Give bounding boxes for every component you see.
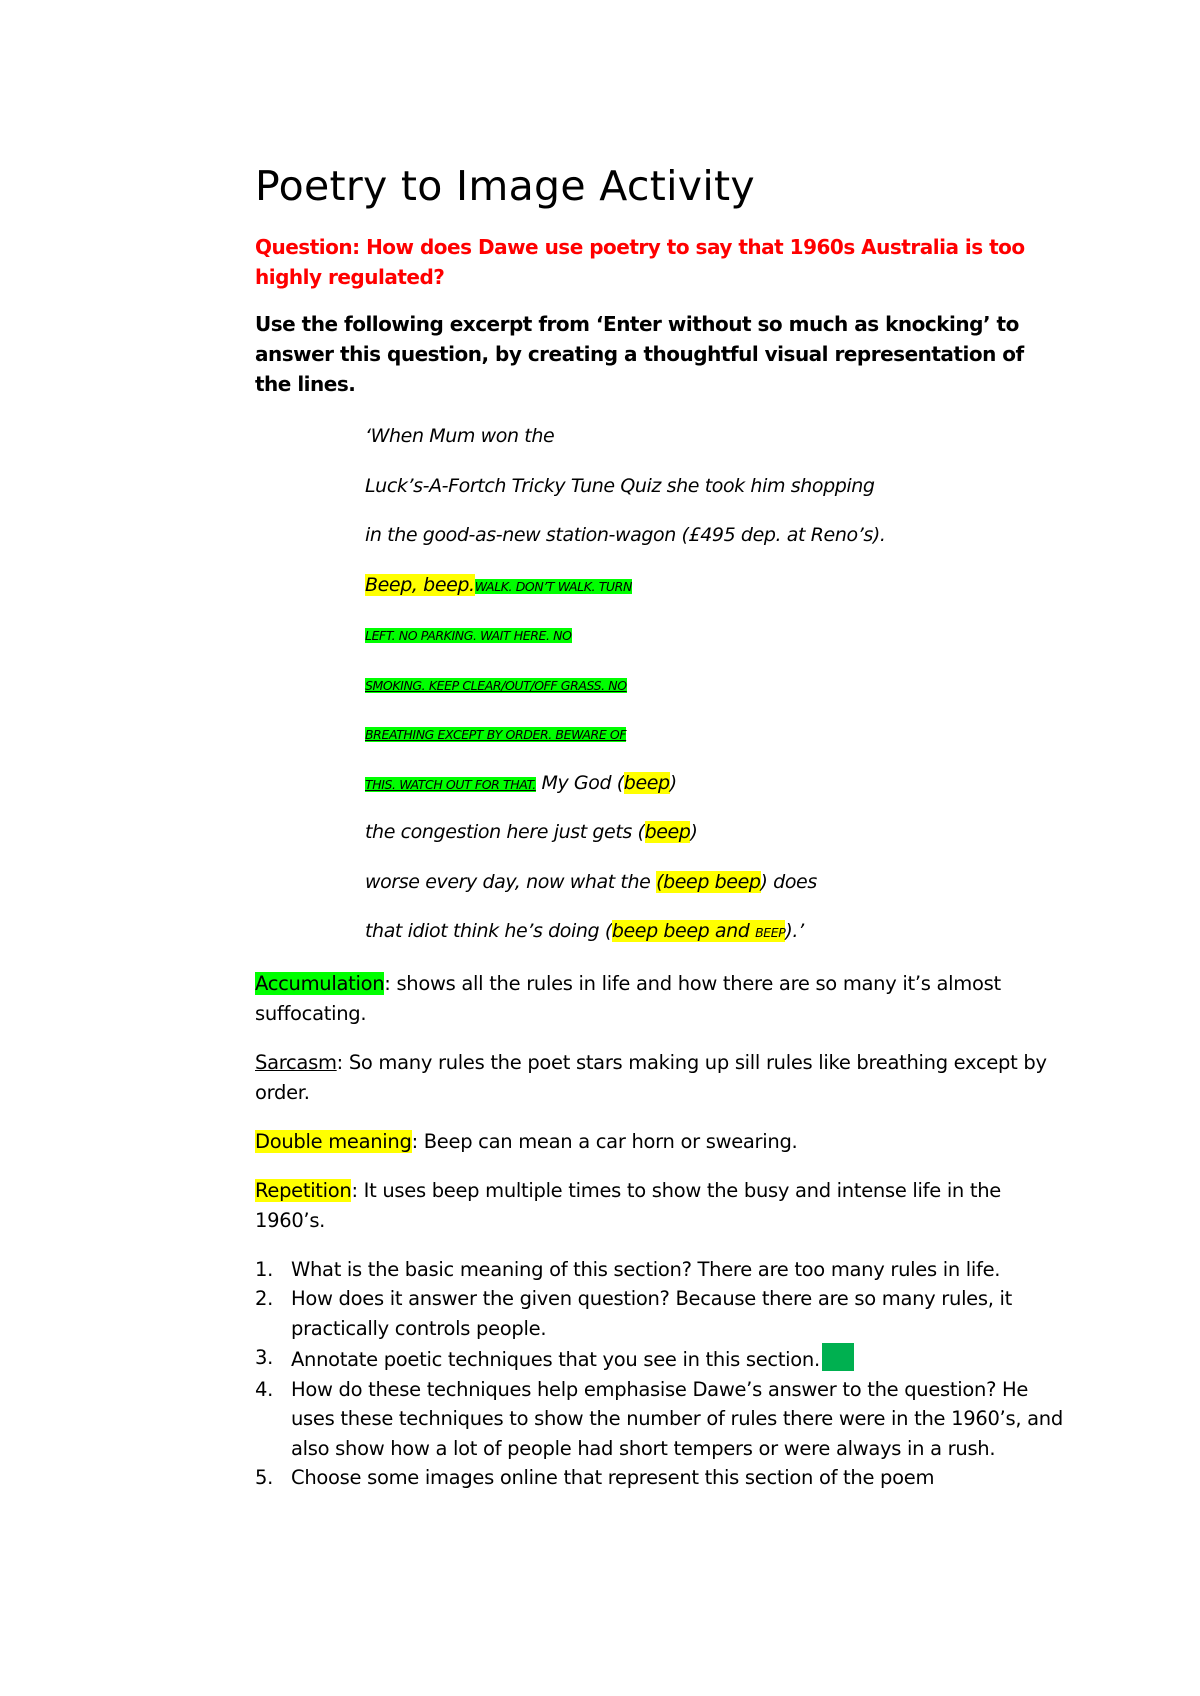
green-highlight-marker <box>822 1343 854 1371</box>
note-accumulation <box>255 969 1065 1029</box>
list-item <box>255 1255 1065 1285</box>
technique-term: Double meaning <box>255 1129 412 1153</box>
highlight-rules: BREATHING EXCEPT BY ORDER. BEWARE OF <box>365 727 627 742</box>
poem-line <box>365 462 1065 512</box>
technique-explanation: : So many rules the poet stars making up sill rules like breathing except by order. <box>255 1050 1047 1104</box>
document-content <box>255 160 1065 1493</box>
poem-line <box>365 660 1065 710</box>
note-sarcasm <box>255 1048 1065 1108</box>
highlight-beep: Beep, beep. <box>365 573 475 596</box>
list-item-text: What is the basic meaning of this section? There are too many rules in life. <box>291 1257 1001 1281</box>
poem-line <box>365 561 1065 611</box>
list-item <box>255 1375 1065 1464</box>
poem-line-text: ‘When Mum won the <box>365 425 555 447</box>
list-item <box>255 1343 1065 1375</box>
poem-line <box>365 610 1065 660</box>
poem-line-text: My God ( <box>535 771 624 794</box>
poem-line <box>365 907 1065 957</box>
list-number: 2. <box>255 1287 274 1310</box>
page-title: Poetry to Image Activity <box>255 162 755 210</box>
poem-line <box>365 511 1065 561</box>
list-item-text: How does it answer the given question? Because there are so many rules, it practically controls people. <box>291 1287 1013 1340</box>
note-repetition <box>255 1176 1065 1236</box>
poem-line <box>365 808 1065 858</box>
list-item <box>255 1284 1065 1343</box>
technique-explanation: : shows all the rules in life and how there are so many it’s almost suffocating. <box>255 971 1001 1025</box>
poem-line <box>365 412 1065 462</box>
question-list <box>255 1255 1065 1493</box>
list-item-text: Choose some images online that represent this section of the poem <box>291 1466 935 1489</box>
list-item-text: How do these techniques help emphasise Dawe’s answer to the question? He uses these techniques to show the number of rules there were in the 1960’s, and also show how a lot of people had short tempers or were always in a rush. <box>291 1377 1063 1460</box>
list-item <box>255 1463 1065 1493</box>
poem-excerpt <box>365 412 1065 957</box>
technique-term: Accumulation <box>255 971 385 995</box>
poem-line-text: Luck’s-A-Fortch Tricky Tune Quiz she took him shopping <box>365 474 875 497</box>
list-item-text: Annotate poetic techniques that you see in this section. <box>291 1348 820 1371</box>
list-number: 3. <box>255 1346 274 1369</box>
poem-line-text: that idiot think he’s doing ( <box>365 920 612 942</box>
highlight-beep: (beep beep <box>656 870 761 893</box>
highlight-beep <box>612 920 786 942</box>
highlight-rules: LEFT. NO PARKING. WAIT HERE. NO <box>365 628 572 643</box>
poem-line-text: the congestion here just gets ( <box>365 821 645 843</box>
technique-notes <box>255 969 1065 1236</box>
poem-line-text: in the good-as-new station-wagon (£495 dep. at Reno’s). <box>365 524 886 546</box>
poem-line-text: ) <box>690 821 698 843</box>
poem-line-text: ) <box>669 771 677 794</box>
poem-line <box>365 709 1065 759</box>
highlight-beep-caps: BEEP <box>755 925 786 940</box>
poem-line <box>365 858 1065 908</box>
poem-line-text: ).’ <box>785 920 804 942</box>
poem-line-text: worse every day, now what the <box>365 870 657 893</box>
highlight-rules: THIS. WATCH OUT FOR THAT. <box>365 776 536 792</box>
question-text: Question: How does Dawe use poetry to say that 1960s Australia is too highly regulated? <box>255 235 1025 289</box>
list-number: 5. <box>255 1466 274 1489</box>
technique-explanation: : It uses beep multiple times to show the busy and intense life in the 1960’s. <box>255 1178 1001 1232</box>
instructions-text: Use the following excerpt from ‘Enter without so much as knocking’ to answer this question, by creating a thoughtful visual representation of the lines. <box>255 312 1024 396</box>
technique-explanation: : Beep can mean a car horn or swearing. <box>411 1129 798 1153</box>
note-double-meaning <box>255 1127 1065 1157</box>
list-number: 4. <box>255 1377 274 1401</box>
technique-term: Sarcasm <box>255 1050 337 1074</box>
poem-line-text: ) does <box>760 870 817 893</box>
poem-line <box>365 759 1065 809</box>
technique-term: Repetition <box>255 1178 352 1202</box>
highlight-beep-text: beep beep and <box>611 920 756 942</box>
list-number: 1. <box>255 1257 274 1281</box>
highlight-beep: beep <box>623 771 670 794</box>
highlight-rules: SMOKING. KEEP CLEAR/OUT/OFF GRASS. NO <box>365 677 627 693</box>
highlight-beep: beep <box>644 821 691 843</box>
highlight-rules: WALK. DON’T WALK. TURN <box>474 578 632 594</box>
